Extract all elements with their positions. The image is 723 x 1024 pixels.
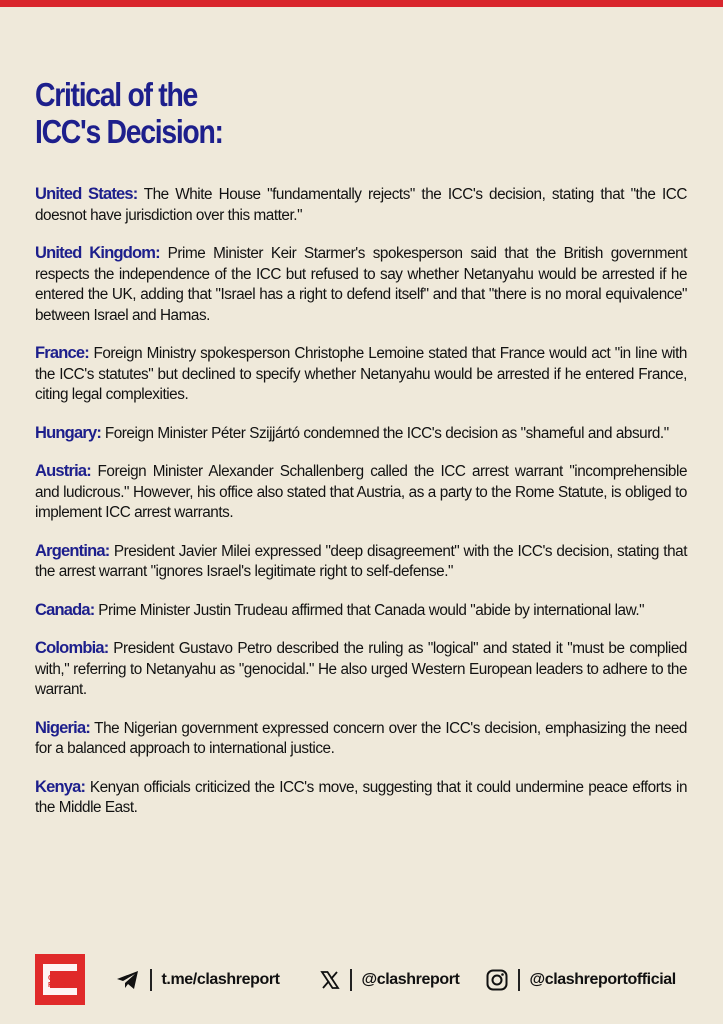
entry-text: President Gustavo Petro described the ruling as "logical" and stated it "must be complied with," referring to Netanyahu as "genocidal." He also urged Western European leaders to adhere to the warrant. xyxy=(35,640,687,698)
entry-text: Kenyan officials criticized the ICC's move, suggesting that it could undermine peace efforts in the Middle East. xyxy=(35,778,687,816)
entry-text: Foreign Minister Alexander Schallenberg called the ICC arrest warrant "incomprehensible and ludicrous." However, his office also stated that Austria, as a party to the Rome Statute, is obliged to implement ICC arrest warrants. xyxy=(35,463,687,521)
x-icon xyxy=(320,970,340,990)
country-label: Kenya: xyxy=(35,777,86,796)
entry-text: The Nigerian government expressed concern over the ICC's decision, emphasizing the need for a balanced approach to international justice. xyxy=(35,719,687,757)
entry-hungary xyxy=(35,423,687,445)
entry-text: President Javier Milei expressed "deep disagreement" with the ICC's decision, stating that the arrest warrant "ignores Israel's legitimate right to self-defense." xyxy=(35,542,687,580)
entry-united-states xyxy=(35,184,687,226)
telegram-link[interactable] xyxy=(116,968,280,992)
separator xyxy=(150,969,152,991)
page-title xyxy=(35,76,379,150)
entry-text: Prime Minister Keir Starmer's spokesperson said that the British government respects the independence of the ICC but refused to say whether Netanyahu would be arrested if he entered the UK, adding that "Israel has a right to defend itself" and that "there is no moral equivalence" between Israel and Hamas. xyxy=(35,245,687,324)
country-label: France: xyxy=(35,344,90,362)
country-reactions-list xyxy=(35,184,687,836)
country-label: Colombia: xyxy=(35,639,109,657)
entry-france xyxy=(35,343,687,406)
entry-canada xyxy=(35,600,687,622)
entry-text: Foreign Minister Péter Szijjártó condemned the ICC's decision as "shameful and absurd." xyxy=(101,424,669,442)
entry-text: Foreign Ministry spokesperson Christophe Lemoine stated that France would act "in line with the ICC's statutes" but declined to specify whether Netanyahu would be arrested if he entered France, citing legal complexities. xyxy=(35,345,687,403)
instagram-handle[interactable]: @clashreportofficial xyxy=(529,971,676,988)
instagram-icon xyxy=(486,969,508,991)
telegram-handle[interactable]: t.me/clashreport xyxy=(161,971,280,988)
country-label: Nigeria: xyxy=(35,718,91,737)
footer xyxy=(0,950,723,1010)
country-label: Canada: xyxy=(35,600,95,619)
entry-text: The White House "fundamentally rejects" the ICC's decision, stating that "the ICC doesnot have jurisdiction over this matter." xyxy=(35,186,687,224)
separator xyxy=(518,969,520,991)
country-label: Austria: xyxy=(35,462,91,480)
logo-text-line-1: CLASH xyxy=(48,975,71,982)
x-link[interactable] xyxy=(320,968,459,992)
entry-text: Prime Minister Justin Trudeau affirmed that Canada would "abide by international law." xyxy=(94,601,645,619)
top-accent-bar xyxy=(0,0,723,7)
entry-nigeria xyxy=(35,718,687,760)
country-label: Hungary: xyxy=(35,423,102,442)
clash-report-logo xyxy=(35,954,85,1005)
country-label: United States: xyxy=(35,185,138,203)
separator xyxy=(350,969,352,991)
logo-text-line-2: REPORT xyxy=(48,982,76,989)
country-label: United Kingdom: xyxy=(35,244,160,262)
x-handle[interactable]: @clashreport xyxy=(361,971,460,988)
entry-kenya xyxy=(35,777,687,819)
entry-austria xyxy=(35,461,687,524)
title-line-1: Critical of the xyxy=(35,76,197,113)
telegram-icon xyxy=(116,969,140,991)
instagram-link[interactable] xyxy=(486,968,676,992)
title-line-2: ICC's Decision: xyxy=(35,113,223,150)
entry-argentina xyxy=(35,541,687,583)
entry-united-kingdom xyxy=(35,243,687,326)
entry-colombia xyxy=(35,638,687,701)
country-label: Argentina: xyxy=(35,541,110,560)
